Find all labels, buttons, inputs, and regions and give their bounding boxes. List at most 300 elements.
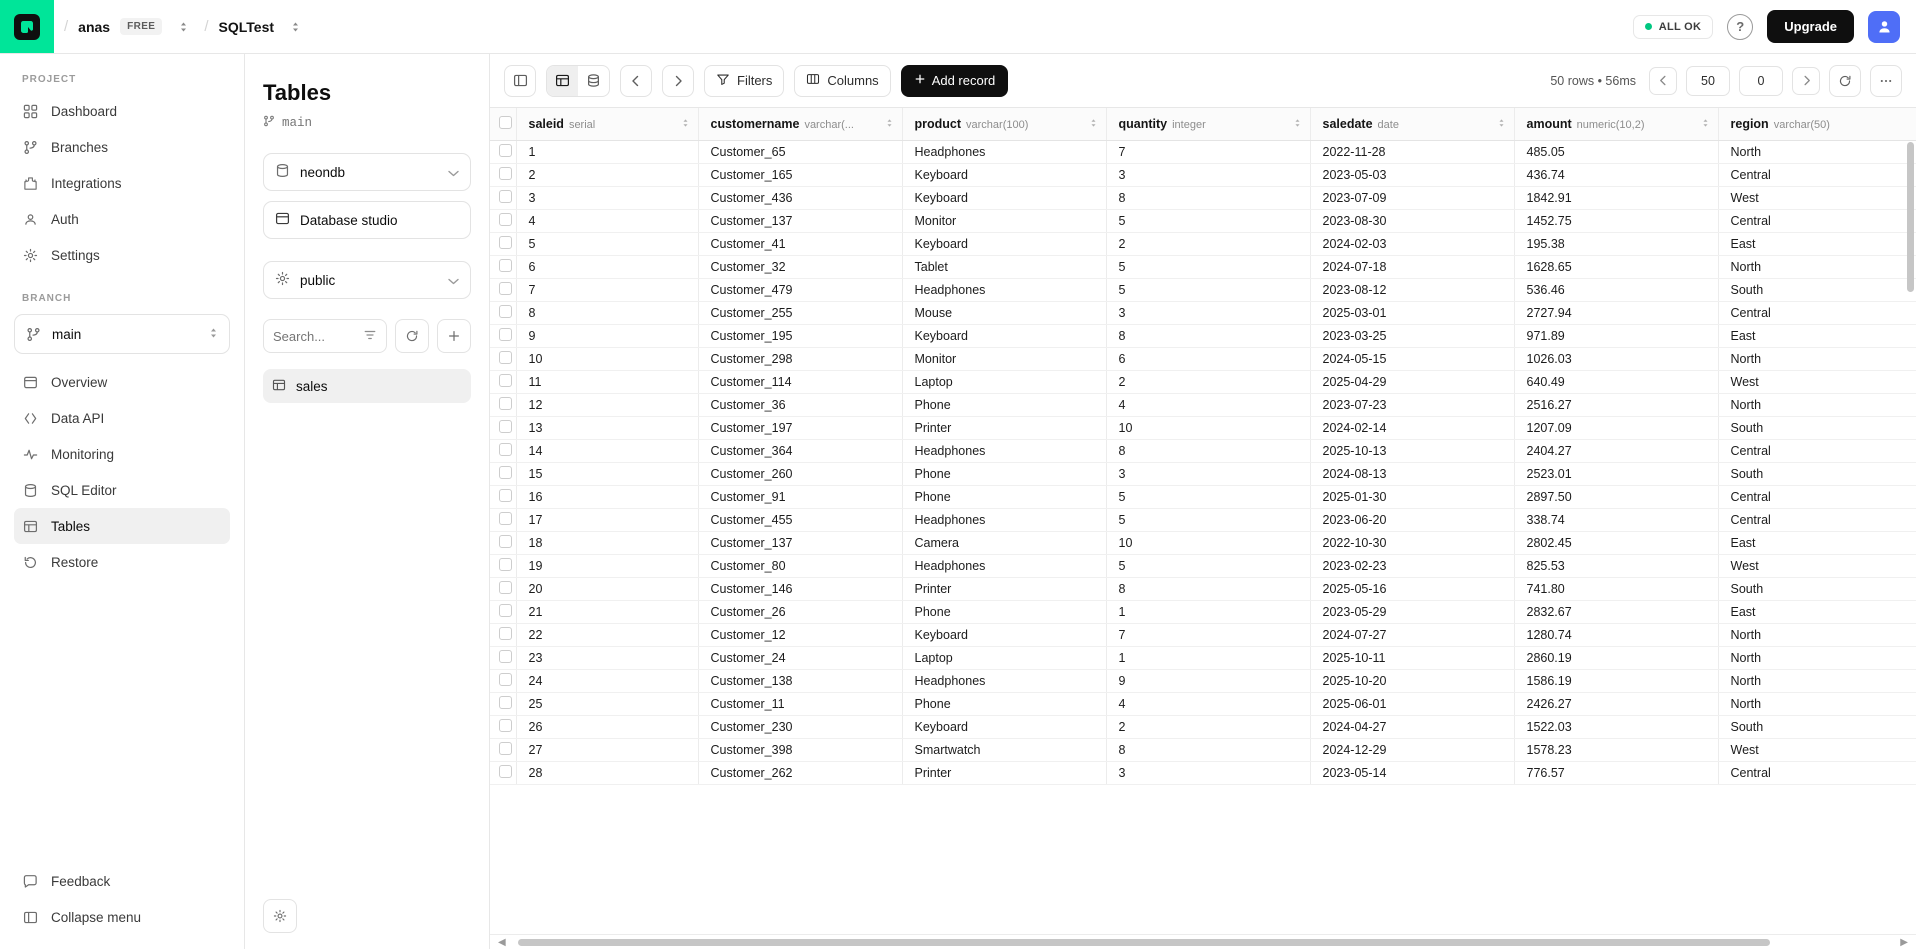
- row-checkbox[interactable]: [499, 213, 512, 226]
- cell-saledate[interactable]: 2025-10-13: [1310, 439, 1514, 462]
- cell-product[interactable]: Headphones: [902, 554, 1106, 577]
- cell-quantity[interactable]: 8: [1106, 577, 1310, 600]
- cell-quantity[interactable]: 8: [1106, 186, 1310, 209]
- row-checkbox[interactable]: [499, 604, 512, 617]
- row-checkbox[interactable]: [499, 765, 512, 778]
- cell-product[interactable]: Laptop: [902, 370, 1106, 393]
- org-switcher-icon[interactable]: [172, 14, 194, 40]
- cell-customername[interactable]: Customer_91: [698, 485, 902, 508]
- cell-saledate[interactable]: 2023-07-09: [1310, 186, 1514, 209]
- row-select-cell[interactable]: [490, 600, 516, 623]
- column-header-product[interactable]: [902, 108, 1106, 140]
- row-select-cell[interactable]: [490, 462, 516, 485]
- cell-quantity[interactable]: 2: [1106, 232, 1310, 255]
- cell-amount[interactable]: 2897.50: [1514, 485, 1718, 508]
- cell-amount[interactable]: 2727.94: [1514, 301, 1718, 324]
- cell-product[interactable]: Keyboard: [902, 623, 1106, 646]
- cell-amount[interactable]: 195.38: [1514, 232, 1718, 255]
- cell-customername[interactable]: Customer_36: [698, 393, 902, 416]
- cell-product[interactable]: Headphones: [902, 439, 1106, 462]
- cell-amount[interactable]: 485.05: [1514, 140, 1718, 163]
- cell-product[interactable]: Monitor: [902, 209, 1106, 232]
- cell-customername[interactable]: Customer_298: [698, 347, 902, 370]
- row-checkbox[interactable]: [499, 466, 512, 479]
- row-checkbox[interactable]: [499, 190, 512, 203]
- row-checkbox[interactable]: [499, 443, 512, 456]
- column-header-quantity[interactable]: [1106, 108, 1310, 140]
- cell-product[interactable]: Headphones: [902, 669, 1106, 692]
- sidebar-item-dashboard[interactable]: [14, 93, 230, 129]
- row-select-cell[interactable]: [490, 278, 516, 301]
- sort-icon[interactable]: [1293, 117, 1302, 132]
- cell-amount[interactable]: 2832.67: [1514, 600, 1718, 623]
- sidebar-item-restore[interactable]: [14, 544, 230, 580]
- scroll-right-icon[interactable]: ▶: [1900, 936, 1908, 948]
- cell-saleid[interactable]: 13: [516, 416, 698, 439]
- cell-region[interactable]: Central: [1718, 761, 1916, 784]
- table-row[interactable]: [490, 347, 1916, 370]
- cell-saledate[interactable]: 2024-07-27: [1310, 623, 1514, 646]
- cell-saledate[interactable]: 2025-04-29: [1310, 370, 1514, 393]
- cell-customername[interactable]: Customer_436: [698, 186, 902, 209]
- database-studio-button[interactable]: [263, 201, 471, 239]
- cell-quantity[interactable]: 2: [1106, 370, 1310, 393]
- row-checkbox[interactable]: [499, 167, 512, 180]
- cell-saleid[interactable]: 5: [516, 232, 698, 255]
- cell-customername[interactable]: Customer_479: [698, 278, 902, 301]
- columns-button[interactable]: [794, 65, 890, 97]
- view-mode-switch[interactable]: [546, 65, 610, 97]
- row-checkbox[interactable]: [499, 282, 512, 295]
- table-row[interactable]: [490, 186, 1916, 209]
- cell-saleid[interactable]: 21: [516, 600, 698, 623]
- row-checkbox[interactable]: [499, 489, 512, 502]
- cell-quantity[interactable]: 5: [1106, 485, 1310, 508]
- cell-product[interactable]: Keyboard: [902, 163, 1106, 186]
- table-row[interactable]: [490, 761, 1916, 784]
- upgrade-button[interactable]: Upgrade: [1767, 10, 1854, 43]
- cell-amount[interactable]: 1280.74: [1514, 623, 1718, 646]
- add-record-button[interactable]: [901, 65, 1009, 97]
- cell-quantity[interactable]: 4: [1106, 692, 1310, 715]
- cell-saledate[interactable]: 2023-06-20: [1310, 508, 1514, 531]
- cell-amount[interactable]: 1842.91: [1514, 186, 1718, 209]
- cell-quantity[interactable]: 5: [1106, 255, 1310, 278]
- cell-region[interactable]: North: [1718, 347, 1916, 370]
- cell-amount[interactable]: 1578.23: [1514, 738, 1718, 761]
- cell-amount[interactable]: 1207.09: [1514, 416, 1718, 439]
- table-row[interactable]: [490, 646, 1916, 669]
- toggle-sidebar-button[interactable]: [504, 65, 536, 97]
- row-select-cell[interactable]: [490, 439, 516, 462]
- cell-product[interactable]: Headphones: [902, 508, 1106, 531]
- cell-saledate[interactable]: 2023-05-03: [1310, 163, 1514, 186]
- table-row[interactable]: [490, 393, 1916, 416]
- column-header-saleid[interactable]: [516, 108, 698, 140]
- cell-amount[interactable]: 640.49: [1514, 370, 1718, 393]
- row-checkbox[interactable]: [499, 650, 512, 663]
- cell-saleid[interactable]: 9: [516, 324, 698, 347]
- cell-amount[interactable]: 1522.03: [1514, 715, 1718, 738]
- help-icon[interactable]: ?: [1727, 14, 1753, 40]
- table-row[interactable]: [490, 738, 1916, 761]
- schema-selector[interactable]: [263, 261, 471, 299]
- cell-saledate[interactable]: 2023-07-23: [1310, 393, 1514, 416]
- row-select-cell[interactable]: [490, 347, 516, 370]
- row-select-cell[interactable]: [490, 370, 516, 393]
- sidebar-item-tables[interactable]: [14, 508, 230, 544]
- cell-amount[interactable]: 2860.19: [1514, 646, 1718, 669]
- row-checkbox[interactable]: [499, 305, 512, 318]
- cell-product[interactable]: Printer: [902, 577, 1106, 600]
- sidebar-item-settings[interactable]: [14, 237, 230, 273]
- cell-product[interactable]: Monitor: [902, 347, 1106, 370]
- row-checkbox[interactable]: [499, 742, 512, 755]
- cell-product[interactable]: Headphones: [902, 140, 1106, 163]
- table-row[interactable]: [490, 462, 1916, 485]
- cell-product[interactable]: Printer: [902, 761, 1106, 784]
- cell-saledate[interactable]: 2024-02-14: [1310, 416, 1514, 439]
- table-row[interactable]: [490, 232, 1916, 255]
- cell-quantity[interactable]: 6: [1106, 347, 1310, 370]
- cell-amount[interactable]: 536.46: [1514, 278, 1718, 301]
- prev-page-button[interactable]: [620, 65, 652, 97]
- cell-product[interactable]: Keyboard: [902, 715, 1106, 738]
- cell-region[interactable]: East: [1718, 600, 1916, 623]
- table-row[interactable]: [490, 692, 1916, 715]
- cell-quantity[interactable]: 3: [1106, 301, 1310, 324]
- cell-product[interactable]: Printer: [902, 416, 1106, 439]
- row-select-cell[interactable]: [490, 301, 516, 324]
- cell-saledate[interactable]: 2024-05-15: [1310, 347, 1514, 370]
- cell-saledate[interactable]: 2025-05-16: [1310, 577, 1514, 600]
- row-checkbox[interactable]: [499, 558, 512, 571]
- more-options-button[interactable]: [1870, 65, 1902, 97]
- column-header-customername[interactable]: [698, 108, 902, 140]
- cell-product[interactable]: Smartwatch: [902, 738, 1106, 761]
- table-row[interactable]: [490, 577, 1916, 600]
- table-row[interactable]: [490, 255, 1916, 278]
- cell-region[interactable]: West: [1718, 370, 1916, 393]
- cell-quantity[interactable]: 7: [1106, 140, 1310, 163]
- cell-quantity[interactable]: 7: [1106, 623, 1310, 646]
- cell-product[interactable]: Phone: [902, 485, 1106, 508]
- sort-icon[interactable]: [1701, 117, 1710, 132]
- cell-saleid[interactable]: 18: [516, 531, 698, 554]
- cell-quantity[interactable]: 10: [1106, 531, 1310, 554]
- cell-product[interactable]: Laptop: [902, 646, 1106, 669]
- column-header-amount[interactable]: [1514, 108, 1718, 140]
- cell-region[interactable]: Central: [1718, 508, 1916, 531]
- cell-customername[interactable]: Customer_137: [698, 209, 902, 232]
- row-select-cell[interactable]: [490, 393, 516, 416]
- cell-customername[interactable]: Customer_11: [698, 692, 902, 715]
- row-checkbox[interactable]: [499, 512, 512, 525]
- sidebar-item-integrations[interactable]: [14, 165, 230, 201]
- cell-product[interactable]: Keyboard: [902, 324, 1106, 347]
- cell-customername[interactable]: Customer_262: [698, 761, 902, 784]
- filters-button[interactable]: [704, 65, 784, 97]
- row-select-cell[interactable]: [490, 416, 516, 439]
- table-row[interactable]: [490, 370, 1916, 393]
- cell-saledate[interactable]: 2023-05-14: [1310, 761, 1514, 784]
- row-select-cell[interactable]: [490, 485, 516, 508]
- page-size-input[interactable]: 50: [1686, 66, 1730, 96]
- cell-customername[interactable]: Customer_32: [698, 255, 902, 278]
- refresh-tables-button[interactable]: [395, 319, 429, 353]
- table-row[interactable]: [490, 163, 1916, 186]
- table-row[interactable]: [490, 554, 1916, 577]
- cell-region[interactable]: South: [1718, 577, 1916, 600]
- row-select-cell[interactable]: [490, 646, 516, 669]
- page-prev-button[interactable]: [1649, 67, 1677, 95]
- cell-saledate[interactable]: 2023-08-12: [1310, 278, 1514, 301]
- row-select-cell[interactable]: [490, 761, 516, 784]
- cell-saleid[interactable]: 23: [516, 646, 698, 669]
- cell-region[interactable]: East: [1718, 324, 1916, 347]
- row-checkbox[interactable]: [499, 328, 512, 341]
- cell-customername[interactable]: Customer_146: [698, 577, 902, 600]
- table-row[interactable]: [490, 439, 1916, 462]
- cell-customername[interactable]: Customer_137: [698, 531, 902, 554]
- row-checkbox[interactable]: [499, 673, 512, 686]
- page-next-button[interactable]: [1792, 67, 1820, 95]
- row-select-cell[interactable]: [490, 531, 516, 554]
- cell-customername[interactable]: Customer_24: [698, 646, 902, 669]
- cell-amount[interactable]: 741.80: [1514, 577, 1718, 600]
- scroll-left-icon[interactable]: ◀: [498, 936, 506, 948]
- table-row[interactable]: [490, 669, 1916, 692]
- cell-quantity[interactable]: 4: [1106, 393, 1310, 416]
- cell-saledate[interactable]: 2022-10-30: [1310, 531, 1514, 554]
- cell-product[interactable]: Keyboard: [902, 232, 1106, 255]
- column-header-region[interactable]: [1718, 108, 1916, 140]
- project-breadcrumb[interactable]: [219, 14, 307, 40]
- cell-saledate[interactable]: 2024-07-18: [1310, 255, 1514, 278]
- row-checkbox[interactable]: [499, 420, 512, 433]
- cell-region[interactable]: North: [1718, 623, 1916, 646]
- cell-saleid[interactable]: 1: [516, 140, 698, 163]
- cell-amount[interactable]: 2516.27: [1514, 393, 1718, 416]
- cell-amount[interactable]: 436.74: [1514, 163, 1718, 186]
- row-select-cell[interactable]: [490, 669, 516, 692]
- sort-icon[interactable]: [681, 117, 690, 132]
- collapse-menu-button[interactable]: [14, 899, 230, 935]
- horizontal-scroll-thumb[interactable]: [518, 939, 1770, 946]
- cell-region[interactable]: North: [1718, 692, 1916, 715]
- cell-region[interactable]: South: [1718, 416, 1916, 439]
- select-all-header[interactable]: [490, 108, 516, 140]
- cell-saledate[interactable]: 2024-04-27: [1310, 715, 1514, 738]
- cell-quantity[interactable]: 5: [1106, 554, 1310, 577]
- cell-saleid[interactable]: 11: [516, 370, 698, 393]
- page-offset-input[interactable]: 0: [1739, 66, 1783, 96]
- vertical-scrollbar[interactable]: [1907, 142, 1914, 292]
- cell-quantity[interactable]: 8: [1106, 738, 1310, 761]
- cell-quantity[interactable]: 5: [1106, 278, 1310, 301]
- cell-product[interactable]: Phone: [902, 692, 1106, 715]
- cell-customername[interactable]: Customer_260: [698, 462, 902, 485]
- sort-icon[interactable]: [1089, 117, 1098, 132]
- cell-quantity[interactable]: 1: [1106, 646, 1310, 669]
- cell-saleid[interactable]: 10: [516, 347, 698, 370]
- cell-quantity[interactable]: 3: [1106, 163, 1310, 186]
- cell-saledate[interactable]: 2023-05-29: [1310, 600, 1514, 623]
- refresh-data-button[interactable]: [1829, 65, 1861, 97]
- cell-saleid[interactable]: 28: [516, 761, 698, 784]
- table-row[interactable]: [490, 324, 1916, 347]
- row-select-cell[interactable]: [490, 738, 516, 761]
- cell-amount[interactable]: 1586.19: [1514, 669, 1718, 692]
- cell-product[interactable]: Camera: [902, 531, 1106, 554]
- search-input[interactable]: [273, 329, 363, 344]
- cell-saledate[interactable]: 2023-03-25: [1310, 324, 1514, 347]
- row-select-cell[interactable]: [490, 623, 516, 646]
- cell-saleid[interactable]: 22: [516, 623, 698, 646]
- cell-region[interactable]: North: [1718, 669, 1916, 692]
- column-header-saledate[interactable]: [1310, 108, 1514, 140]
- cell-saleid[interactable]: 4: [516, 209, 698, 232]
- cell-customername[interactable]: Customer_26: [698, 600, 902, 623]
- cell-saledate[interactable]: 2025-10-11: [1310, 646, 1514, 669]
- table-row[interactable]: [490, 623, 1916, 646]
- row-select-cell[interactable]: [490, 209, 516, 232]
- cell-product[interactable]: Phone: [902, 393, 1106, 416]
- cell-region[interactable]: North: [1718, 140, 1916, 163]
- table-list-item-sales[interactable]: [263, 369, 471, 403]
- table-row[interactable]: [490, 531, 1916, 554]
- branch-selector[interactable]: [14, 314, 230, 354]
- search-box[interactable]: [263, 319, 387, 353]
- cell-saledate[interactable]: 2025-01-30: [1310, 485, 1514, 508]
- cell-amount[interactable]: 338.74: [1514, 508, 1718, 531]
- cell-saleid[interactable]: 26: [516, 715, 698, 738]
- cell-amount[interactable]: 825.53: [1514, 554, 1718, 577]
- cell-product[interactable]: Headphones: [902, 278, 1106, 301]
- cell-amount[interactable]: 776.57: [1514, 761, 1718, 784]
- cell-product[interactable]: Tablet: [902, 255, 1106, 278]
- cell-saleid[interactable]: 20: [516, 577, 698, 600]
- cell-quantity[interactable]: 8: [1106, 439, 1310, 462]
- cell-customername[interactable]: Customer_455: [698, 508, 902, 531]
- cell-region[interactable]: East: [1718, 531, 1916, 554]
- cell-region[interactable]: West: [1718, 738, 1916, 761]
- cell-saledate[interactable]: 2025-03-01: [1310, 301, 1514, 324]
- data-grid[interactable]: [490, 108, 1916, 934]
- cell-quantity[interactable]: 3: [1106, 761, 1310, 784]
- cell-quantity[interactable]: 9: [1106, 669, 1310, 692]
- row-select-cell[interactable]: [490, 692, 516, 715]
- cell-customername[interactable]: Customer_114: [698, 370, 902, 393]
- cell-region[interactable]: West: [1718, 186, 1916, 209]
- cell-amount[interactable]: 1628.65: [1514, 255, 1718, 278]
- cell-region[interactable]: Central: [1718, 209, 1916, 232]
- cell-region[interactable]: Central: [1718, 439, 1916, 462]
- cell-saleid[interactable]: 14: [516, 439, 698, 462]
- panel-settings-button[interactable]: [263, 899, 297, 933]
- cell-amount[interactable]: 1452.75: [1514, 209, 1718, 232]
- cell-saleid[interactable]: 19: [516, 554, 698, 577]
- cell-quantity[interactable]: 1: [1106, 600, 1310, 623]
- cell-saledate[interactable]: 2024-12-29: [1310, 738, 1514, 761]
- cell-amount[interactable]: 1026.03: [1514, 347, 1718, 370]
- database-selector[interactable]: [263, 153, 471, 191]
- cell-amount[interactable]: 2523.01: [1514, 462, 1718, 485]
- sort-icon[interactable]: [1497, 117, 1506, 132]
- org-breadcrumb[interactable]: [78, 14, 194, 40]
- cell-customername[interactable]: Customer_138: [698, 669, 902, 692]
- cell-customername[interactable]: Customer_41: [698, 232, 902, 255]
- sort-icon[interactable]: [885, 117, 894, 132]
- cell-customername[interactable]: Customer_255: [698, 301, 902, 324]
- cell-region[interactable]: North: [1718, 393, 1916, 416]
- cell-customername[interactable]: Customer_364: [698, 439, 902, 462]
- cell-customername[interactable]: Customer_12: [698, 623, 902, 646]
- sidebar-item-auth[interactable]: [14, 201, 230, 237]
- table-row[interactable]: [490, 209, 1916, 232]
- cell-region[interactable]: Central: [1718, 301, 1916, 324]
- cell-saleid[interactable]: 8: [516, 301, 698, 324]
- cell-region[interactable]: West: [1718, 554, 1916, 577]
- cell-customername[interactable]: Customer_65: [698, 140, 902, 163]
- table-row[interactable]: [490, 301, 1916, 324]
- row-checkbox[interactable]: [499, 259, 512, 272]
- horizontal-scroll-track[interactable]: [512, 939, 1895, 946]
- cell-customername[interactable]: Customer_165: [698, 163, 902, 186]
- row-checkbox[interactable]: [499, 696, 512, 709]
- cell-region[interactable]: East: [1718, 232, 1916, 255]
- row-select-cell[interactable]: [490, 255, 516, 278]
- cell-quantity[interactable]: 10: [1106, 416, 1310, 439]
- cell-saleid[interactable]: 3: [516, 186, 698, 209]
- cell-customername[interactable]: Customer_197: [698, 416, 902, 439]
- cell-customername[interactable]: Customer_398: [698, 738, 902, 761]
- cell-region[interactable]: Central: [1718, 485, 1916, 508]
- add-table-button[interactable]: [437, 319, 471, 353]
- sidebar-item-data-api[interactable]: [14, 400, 230, 436]
- status-badge[interactable]: [1633, 15, 1714, 39]
- table-row[interactable]: [490, 600, 1916, 623]
- filter-icon[interactable]: [363, 328, 377, 345]
- cell-amount[interactable]: 971.89: [1514, 324, 1718, 347]
- cell-product[interactable]: Phone: [902, 600, 1106, 623]
- row-checkbox[interactable]: [499, 535, 512, 548]
- cell-customername[interactable]: Customer_80: [698, 554, 902, 577]
- cell-amount[interactable]: 2426.27: [1514, 692, 1718, 715]
- cell-customername[interactable]: Customer_195: [698, 324, 902, 347]
- cell-saledate[interactable]: 2023-08-30: [1310, 209, 1514, 232]
- cell-saleid[interactable]: 6: [516, 255, 698, 278]
- sidebar-item-sql-editor[interactable]: [14, 472, 230, 508]
- row-select-cell[interactable]: [490, 508, 516, 531]
- table-row[interactable]: [490, 416, 1916, 439]
- cell-region[interactable]: Central: [1718, 163, 1916, 186]
- neon-logo[interactable]: [0, 0, 54, 53]
- horizontal-scrollbar[interactable]: [490, 934, 1916, 949]
- cell-saleid[interactable]: 16: [516, 485, 698, 508]
- cell-saledate[interactable]: 2025-10-20: [1310, 669, 1514, 692]
- project-switcher-icon[interactable]: [284, 14, 306, 40]
- next-page-button[interactable]: [662, 65, 694, 97]
- cell-quantity[interactable]: 3: [1106, 462, 1310, 485]
- cell-saleid[interactable]: 12: [516, 393, 698, 416]
- table-row[interactable]: [490, 508, 1916, 531]
- row-select-cell[interactable]: [490, 232, 516, 255]
- row-select-cell[interactable]: [490, 577, 516, 600]
- cell-saleid[interactable]: 17: [516, 508, 698, 531]
- sidebar-item-branches[interactable]: [14, 129, 230, 165]
- cell-saledate[interactable]: 2022-11-28: [1310, 140, 1514, 163]
